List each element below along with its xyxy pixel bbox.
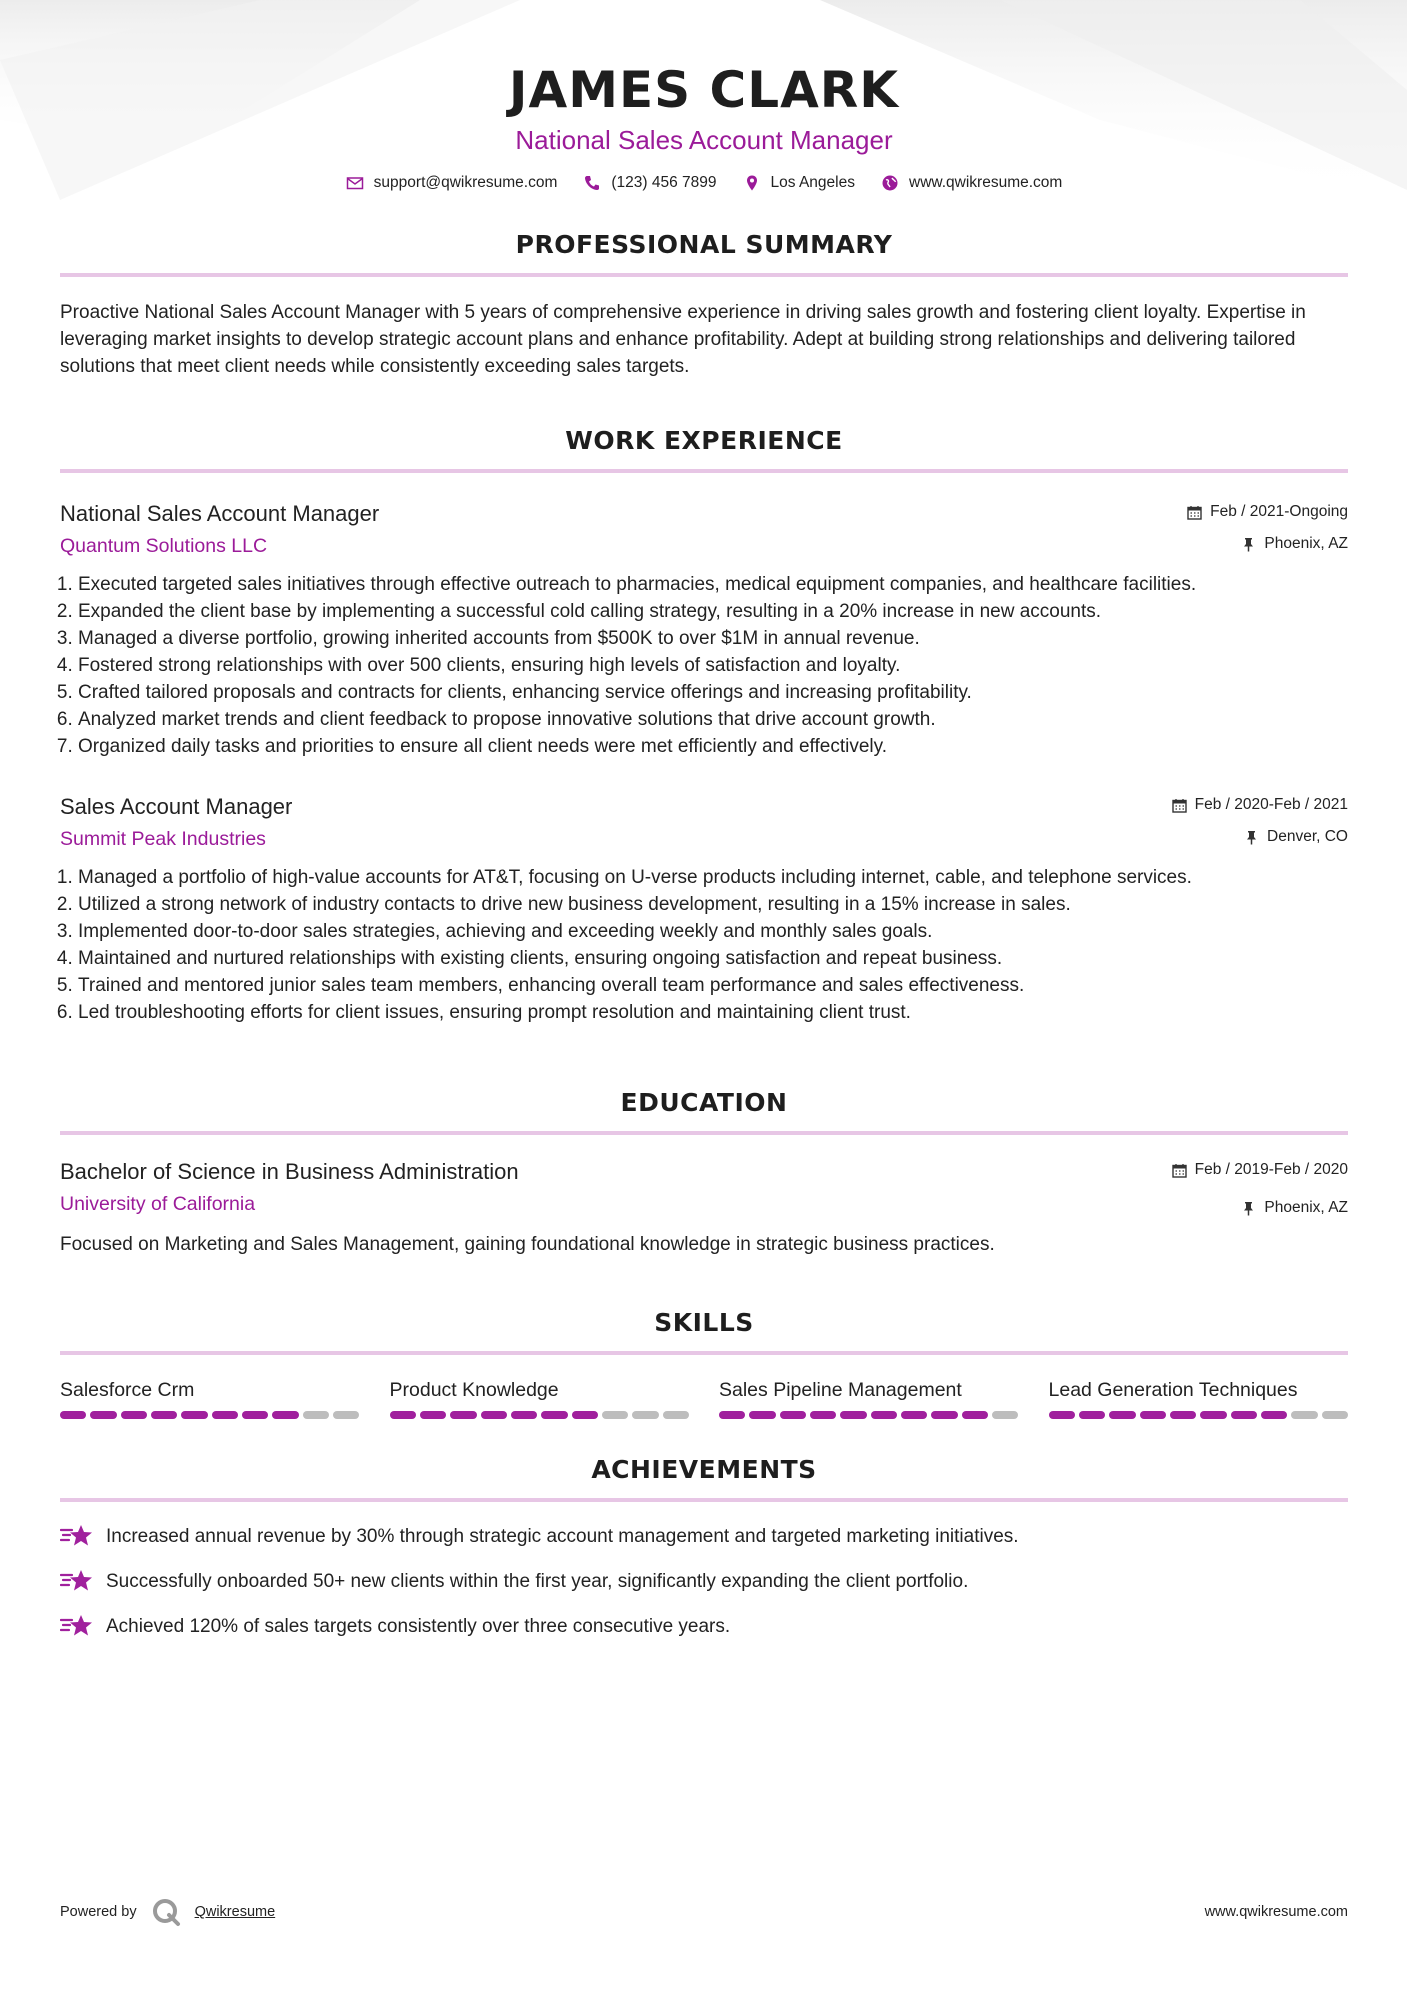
list-item: 3. Implemented door-to-door sales strategies, achieving and exceeding weekly and monthly sales goals. [78,918,1348,945]
candidate-title: National Sales Account Manager [515,125,893,155]
shooting-star-icon [60,1522,94,1550]
contact-phone[interactable] [583,174,716,192]
phone-icon [583,174,601,192]
skill-segment-empty [1322,1411,1348,1419]
school-name: University of California [60,1193,256,1215]
job-company: Summit Peak Industries [60,828,266,850]
skill-segment-filled [272,1411,298,1419]
list-item: 2. Expanded the client base by implementing a successful cold calling strategy, resulting in a 20% increase in new accounts. [78,598,1348,625]
skill-segment-empty [602,1411,628,1419]
skill-segment-filled [871,1411,897,1419]
contact-phone-text: (123) 456 7899 [611,174,717,191]
job-dates: Feb / 2021-Ongoing [1210,503,1348,520]
skills-heading: SKILLS [60,1308,1348,1355]
footer-url[interactable]: www.qwikresume.com [1204,1904,1348,1920]
skill-segment-filled [420,1411,446,1419]
skill-name: Lead Generation Techniques [1048,1379,1298,1401]
list-item: 6. Analyzed market trends and client feedback to propose innovative solutions that drive account growth. [78,706,1348,733]
skill-segment-filled [1170,1411,1196,1419]
achievement-item [60,1612,1348,1640]
job-title: National Sales Account Manager [60,501,380,526]
skill-item [1049,1377,1349,1419]
skill-segment-filled [242,1411,268,1419]
skills-section [60,1308,1348,1419]
skill-segment-filled [1109,1411,1135,1419]
skill-segment-filled [1049,1411,1075,1419]
job-company: Quantum Solutions LLC [60,535,268,557]
skill-segment-empty [663,1411,689,1419]
skill-name: Sales Pipeline Management [719,1379,962,1401]
skills-list [60,1377,1348,1419]
experience-section [60,426,1348,1026]
list-item: 6. Led troubleshooting efforts for client issues, ensuring prompt resolution and maintaining client trust. [78,999,1348,1026]
skill-segment-filled [1200,1411,1226,1419]
education-description: Focused on Marketing and Sales Management, gaining foundational knowledge in strategic business practices. [60,1234,995,1255]
skill-level-bar [1049,1411,1349,1419]
skill-segment-filled [780,1411,806,1419]
skill-segment-filled [1231,1411,1257,1419]
pushpin-icon [1241,1201,1256,1216]
skill-segment-filled [1261,1411,1287,1419]
skill-segment-filled [151,1411,177,1419]
resume-header [60,0,1348,192]
resume-page [60,0,1348,1657]
skill-segment-filled [450,1411,476,1419]
skill-segment-filled [931,1411,957,1419]
shooting-star-icon [60,1567,94,1595]
achievements-heading: ACHIEVEMENTS [60,1455,1348,1502]
skill-segment-empty [303,1411,329,1419]
contact-website-text: www.qwikresume.com [909,174,1063,191]
contact-location [743,174,855,192]
education-section [60,1088,1348,1258]
skill-segment-filled [60,1411,86,1419]
achievements-section [60,1455,1348,1640]
summary-text: Proactive National Sales Account Manager with 5 years of comprehensive experience in driving sales growth and fostering client loyalty. Expertise in leveraging market insights to develop strategic account plans and enhance profitability. Adept at building strong relationships and delivering tailored solutions that meet client needs while consistently exceeding sales targets. [60,302,1306,377]
envelope-icon [346,174,364,192]
skill-segment-filled [181,1411,207,1419]
pushpin-icon [1241,537,1256,552]
list-item: 5. Trained and mentored junior sales team members, enhancing overall team performance and sales effectiveness. [78,972,1348,999]
achievement-item [60,1567,1348,1595]
skill-item [719,1377,1019,1419]
job-dates: Feb / 2020-Feb / 2021 [1194,796,1348,813]
pushpin-icon [1244,830,1259,845]
calendar-icon [1172,798,1187,813]
job-bullets [60,864,1348,1026]
list-item: 5. Crafted tailored proposals and contracts for clients, enhancing service offerings and increasing profitability. [78,679,1348,706]
skill-segment-filled [90,1411,116,1419]
achievement-text: Achieved 120% of sales targets consistently over three consecutive years. [106,1615,731,1637]
experience-heading: WORK EXPERIENCE [60,426,1348,473]
job-entry [60,499,1348,760]
skill-segment-filled [1140,1411,1166,1419]
powered-by-label: Powered by [60,1904,137,1920]
skill-segment-empty [992,1411,1018,1419]
globe-icon [881,174,899,192]
list-item: 7. Organized daily tasks and priorities to ensure all client needs were met efficiently and effectively. [78,733,1348,760]
skill-segment-filled [121,1411,147,1419]
contact-website[interactable] [881,174,1062,192]
job-location: Phoenix, AZ [1264,535,1348,552]
skill-segment-filled [749,1411,775,1419]
skill-segment-filled [840,1411,866,1419]
list-item: 2. Utilized a strong network of industry contacts to drive new business development, resulting in a 15% increase in sales. [78,891,1348,918]
list-item: 4. Maintained and nurtured relationships with existing clients, ensuring ongoing satisfaction and repeat business. [78,945,1348,972]
map-pin-icon [743,174,761,192]
skill-level-bar [390,1411,690,1419]
job-location: Denver, CO [1267,828,1348,845]
contact-row [60,174,1348,192]
education-heading: EDUCATION [60,1088,1348,1135]
skill-segment-filled [901,1411,927,1419]
summary-heading: PROFESSIONAL SUMMARY [60,230,1348,277]
degree-title: Bachelor of Science in Business Administration [60,1159,519,1184]
skill-segment-filled [1079,1411,1105,1419]
shooting-star-icon [60,1612,94,1640]
skill-segment-empty [632,1411,658,1419]
contact-location-text: Los Angeles [770,174,855,191]
calendar-icon [1172,1163,1187,1178]
skill-level-bar [719,1411,1019,1419]
achievement-item [60,1522,1348,1550]
page-footer [60,1897,1348,1927]
skill-level-bar [60,1411,360,1419]
skill-name: Salesforce Crm [60,1379,195,1401]
education-dates: Feb / 2019-Feb / 2020 [1194,1161,1348,1178]
skill-name: Product Knowledge [389,1379,559,1401]
candidate-name: JAMES CLARK [508,61,900,119]
list-item: 1. Executed targeted sales initiatives through effective outreach to pharmacies, medical equipment companies, and healthcare facilities. [78,571,1348,598]
qwikresume-logo-icon [151,1897,181,1927]
skill-item [60,1377,360,1419]
skill-segment-filled [481,1411,507,1419]
skill-segment-empty [333,1411,359,1419]
job-title: Sales Account Manager [60,794,293,819]
list-item: 3. Managed a diverse portfolio, growing inherited accounts from $500K to over $1M in annual revenue. [78,625,1348,652]
list-item: 1. Managed a portfolio of high-value accounts for AT&T, focusing on U-verse products including internet, cable, and telephone services. [78,864,1348,891]
skill-segment-filled [212,1411,238,1419]
contact-email[interactable] [346,174,558,192]
skill-item [390,1377,690,1419]
summary-section [60,230,1348,380]
skill-segment-filled [541,1411,567,1419]
skill-segment-filled [810,1411,836,1419]
skill-segment-empty [1291,1411,1317,1419]
skill-segment-filled [962,1411,988,1419]
job-entry [60,792,1348,1026]
calendar-icon [1187,505,1202,520]
skill-segment-filled [390,1411,416,1419]
qwikresume-link[interactable]: Qwikresume [194,1904,276,1920]
skill-segment-filled [719,1411,745,1419]
achievement-text: Successfully onboarded 50+ new clients within the first year, significantly expanding the client portfolio. [106,1570,969,1592]
achievements-list [60,1522,1348,1640]
list-item: 4. Fostered strong relationships with over 500 clients, ensuring high levels of satisfaction and loyalty. [78,652,1348,679]
achievement-text: Increased annual revenue by 30% through strategic account management and targeted marketing initiatives. [106,1525,1019,1547]
education-location: Phoenix, AZ [1264,1199,1348,1216]
skill-segment-filled [511,1411,537,1419]
skill-segment-filled [572,1411,598,1419]
contact-email-text: support@qwikresume.com [373,174,558,191]
job-bullets [60,571,1348,760]
education-entry [60,1157,1348,1258]
